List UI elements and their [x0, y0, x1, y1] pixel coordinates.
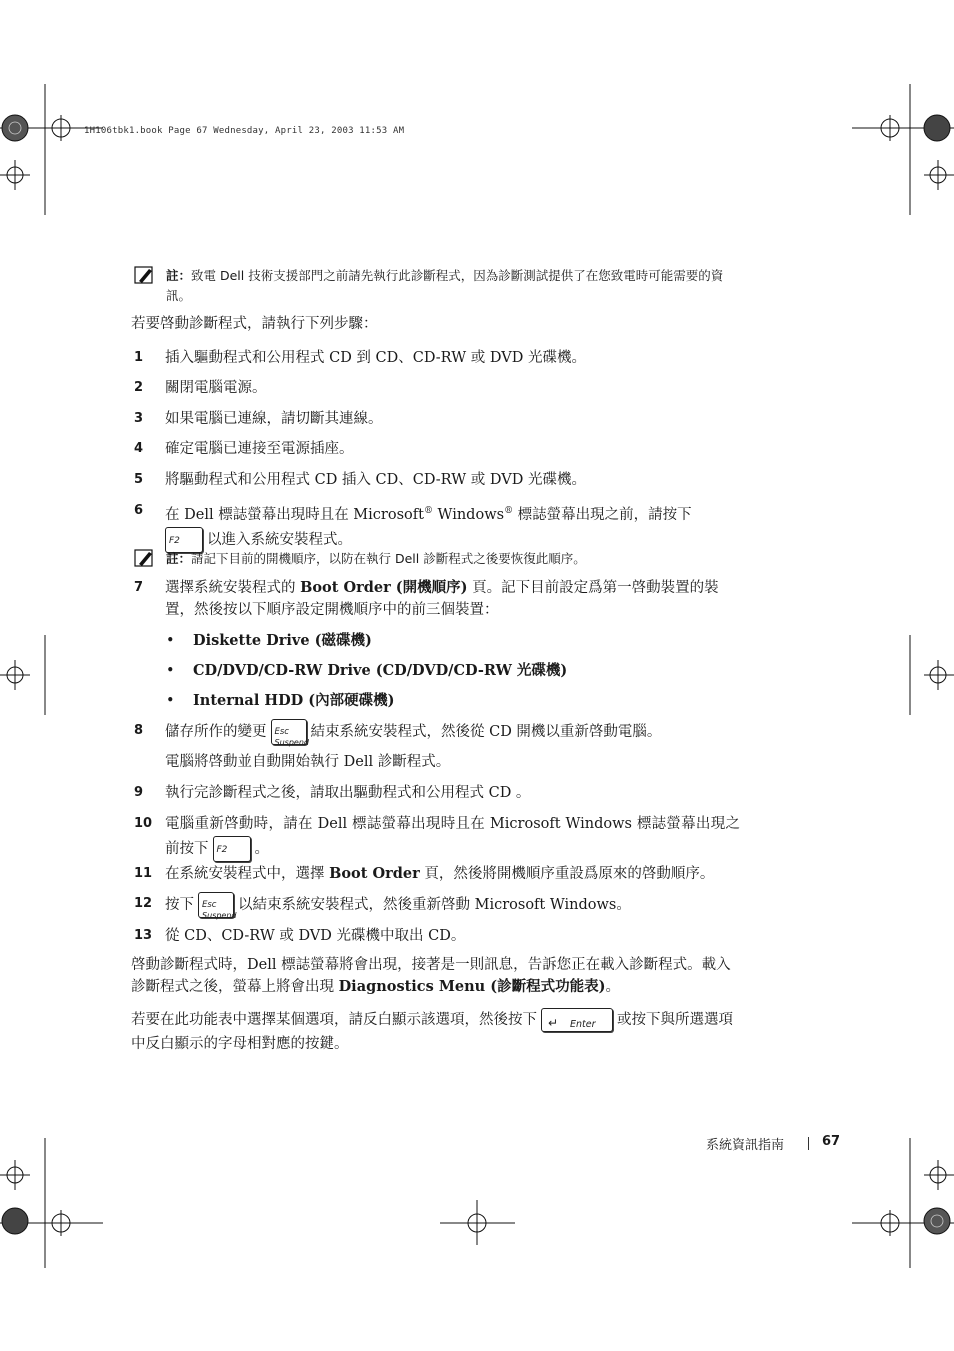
key-label: Esc — [202, 900, 217, 910]
step-text: 插入驅動程式和公用程式 CD 到 CD、CD-RW 或 DVD 光碟機。 — [165, 350, 586, 366]
esc-key-icon — [198, 892, 237, 920]
footer-title: 系統資訊指南 — [706, 1138, 785, 1153]
step-text: 儲存所作的變更 — [165, 724, 267, 740]
step-number: 7 — [134, 580, 144, 595]
paragraph-text: 啓動診斷程式時，Dell 標誌螢幕將會出現，接著是一則訊息，告訴您正在載入診斷程式。載入診斷程式之後，螢幕上將會出現 — [131, 957, 731, 995]
bullet-text: Diskette Drive (磁碟機) — [193, 632, 372, 649]
key-label: F2 — [169, 535, 180, 546]
selection-paragraph — [131, 1008, 741, 1056]
f2-key-icon — [213, 836, 251, 862]
step-number: 13 — [134, 928, 153, 943]
step-number: 3 — [134, 411, 144, 426]
paragraph-text: 若要在此功能表中選擇某個選項，請反白顯示該選項，然後按下 — [131, 1012, 537, 1028]
step-text: Windows — [432, 506, 505, 523]
step-text: 按下 — [165, 897, 194, 913]
step-number: 11 — [134, 866, 153, 881]
step-text: 。 — [254, 841, 269, 857]
note-label: 註： — [166, 268, 192, 283]
step-text: 電腦重新啓動時，請在 Dell 標誌螢幕出現時且在 Microsoft Windows 標誌螢幕出現之前按下 — [165, 816, 740, 857]
step-text: 關閉電腦電源。 — [165, 380, 267, 396]
step-text: 在系統安裝程式中，選擇 — [165, 866, 330, 882]
esc-key-icon — [271, 719, 307, 745]
step-text: 在 Dell 標誌螢幕出現時且在 Microsoft — [165, 506, 424, 523]
note-2 — [134, 549, 744, 571]
step-number: 10 — [134, 816, 153, 831]
step-text: 將驅動程式和公用程式 CD 插入 CD、CD-RW 或 DVD 光碟機。 — [165, 472, 586, 488]
note-pencil-icon — [134, 549, 154, 567]
footer-divider — [808, 1137, 809, 1150]
key-label: F2 — [216, 845, 228, 855]
diagnostics-menu-label: Diagnostics Menu (診斷程式功能表) — [338, 978, 606, 995]
step-text: 選擇系統安裝程式的 — [165, 580, 301, 596]
paragraph-text: 。 — [605, 979, 620, 995]
step-number: 6 — [134, 503, 144, 518]
step-text: 以結束系統安裝程式，然後重新啓動 Microsoft Windows。 — [238, 897, 631, 913]
registered-mark: ® — [504, 506, 514, 516]
intro-paragraph: 若要啓動診斷程式，請執行下列步驟： — [131, 316, 378, 332]
enter-key-icon — [541, 1008, 613, 1032]
step-text: 以進入系統安裝程式。 — [207, 531, 352, 548]
note-text: 致電 Dell 技術支援部門之前請先執行此診斷程式，因為診斷測試提供了在您致電時可能需要的資訊。 — [166, 268, 724, 303]
step-text: 執行完診斷程式之後，請取出驅動程式和公用程式 CD 。 — [165, 785, 531, 801]
note-pencil-icon — [134, 266, 154, 284]
step-number: 2 — [134, 380, 144, 395]
paragraph-text: 或按下與所選選項中反白顯示的字母相對應的按鍵。 — [131, 1012, 733, 1052]
step-text: 如果電腦已連線，請切斷其連線。 — [165, 411, 383, 427]
step-text: 從 CD、CD-RW 或 DVD 光碟機中取出 CD。 — [165, 928, 466, 944]
key-label: Suspend — [202, 911, 237, 920]
step-text: 結束系統安裝程式，然後從 CD 開機以重新啓動電腦。 — [310, 724, 662, 740]
page-number: 67 — [822, 1134, 841, 1149]
key-label: Enter — [570, 1019, 596, 1030]
print-header: 1H106tbk1.book Page 67 Wednesday, April 23, 2003 11:53 AM — [84, 126, 405, 136]
diagnostics-paragraph — [131, 955, 741, 998]
step-8-subtext: 電腦將啓動並自動開始執行 Dell 診斷程式。 — [165, 754, 451, 770]
step-number: 9 — [134, 785, 144, 800]
step-text: 頁，然後將開機順序重設爲原來的啓動順序。 — [419, 866, 715, 882]
boot-order-label: Boot Order (開機順序) — [300, 579, 468, 596]
step-text: 確定電腦已連接至電源插座。 — [165, 441, 354, 457]
step-number: 1 — [134, 350, 144, 365]
bullet-text: CD/DVD/CD-RW Drive (CD/DVD/CD-RW 光碟機) — [193, 662, 568, 679]
step-text: 頁。記下目前設定爲第一啓動裝置的裝置，然後按以下順序設定開機順序中的前三個裝置： — [165, 580, 719, 618]
step-number: 8 — [134, 723, 144, 738]
bullet-dot: • — [166, 633, 175, 649]
note-text: 請記下目前的開機順序，以防在執行 Dell 診斷程式之後要恢復此順序。 — [191, 551, 586, 566]
step-text: 標誌螢幕出現之前，請按下 — [513, 506, 692, 523]
enter-arrow-icon: ↵ — [548, 1016, 559, 1030]
bullet-text: Internal HDD (內部硬碟機) — [193, 692, 395, 709]
boot-order-label: Boot Order — [329, 865, 420, 882]
bullet-dot: • — [166, 663, 175, 679]
key-label: Esc — [274, 727, 289, 737]
bullet-dot: • — [166, 693, 175, 709]
step-number: 4 — [134, 441, 144, 456]
note-1 — [134, 266, 744, 306]
registered-mark: ® — [423, 506, 433, 516]
step-number: 12 — [134, 896, 153, 911]
key-label: Suspend — [274, 738, 309, 747]
step-number: 5 — [134, 472, 144, 487]
note-label: 註： — [166, 551, 192, 566]
